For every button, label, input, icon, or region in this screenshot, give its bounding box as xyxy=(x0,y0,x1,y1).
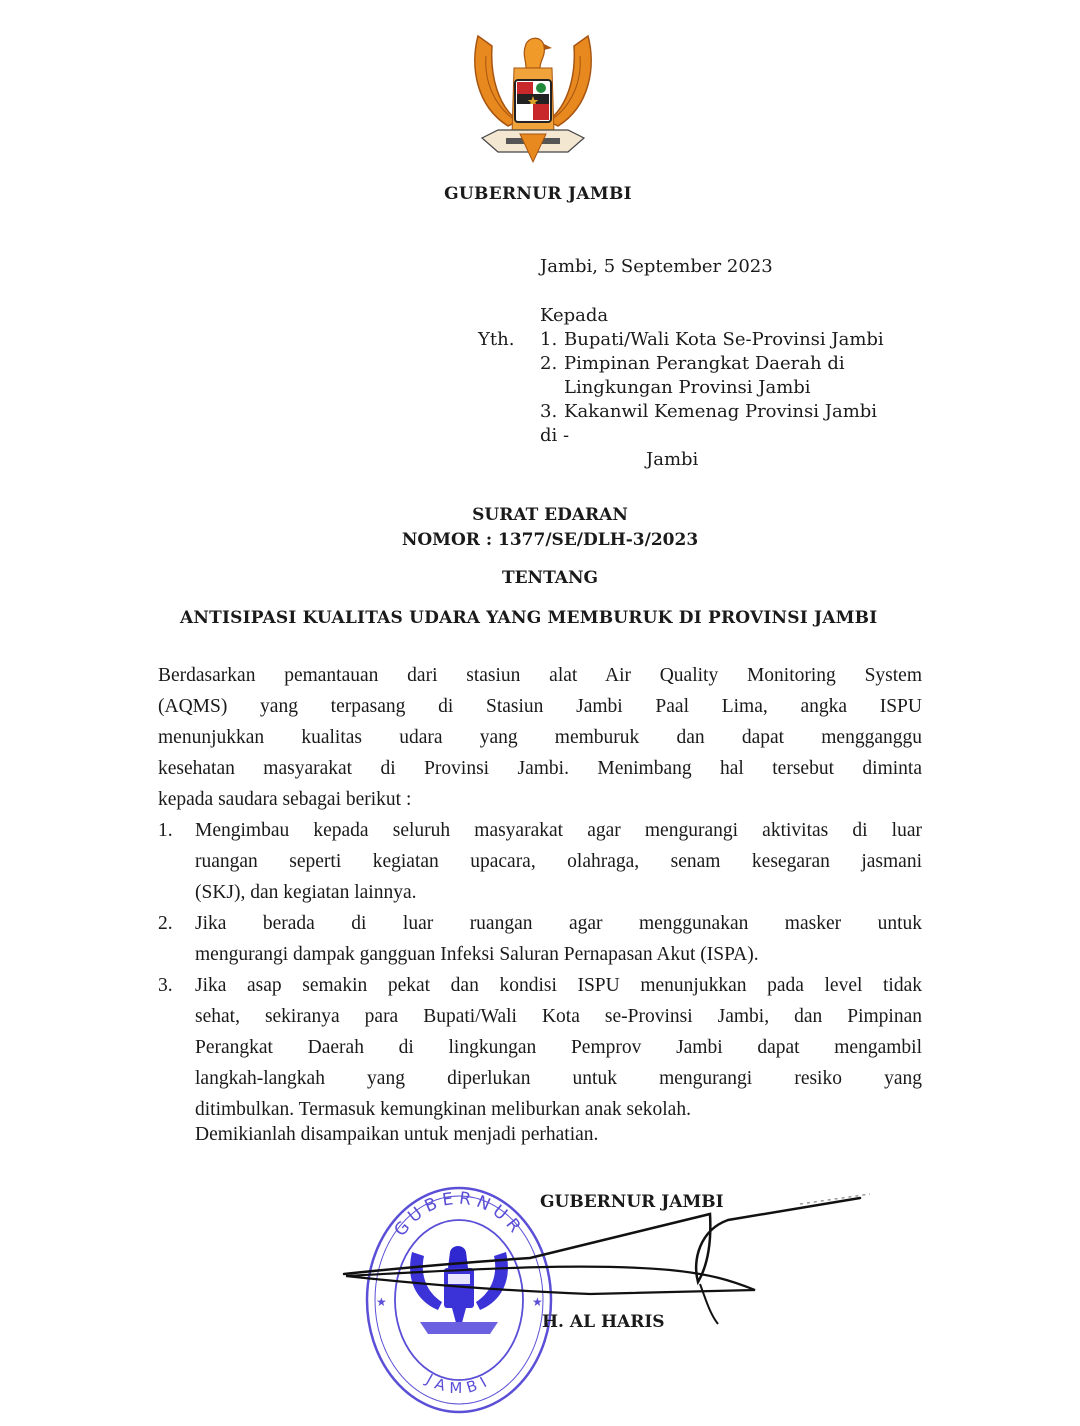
closing-sentence: Demikianlah disampaikan untuk menjadi perhatian. xyxy=(195,1124,599,1145)
doc-type: SURAT EDARAN xyxy=(472,505,628,525)
destination-city: Jambi xyxy=(646,449,699,470)
recipient-item: Bupati/Wali Kota Se-Provinsi Jambi xyxy=(564,329,884,350)
request-list xyxy=(158,815,922,1125)
doc-number: NOMOR : 1377/SE/DLH-3/2023 xyxy=(401,530,699,550)
place-date: Jambi, 5 September 2023 xyxy=(540,256,773,277)
signatory-title: GUBERNUR JAMBI xyxy=(540,1192,724,1212)
intro-paragraph: Berdasarkan pemantauan dari stasiun alat Air Quality Monitoring System (AQMS) yang terpasang di Stasiun Jambi Paal Lima, angka ISPU menunjukkan kualitas udara yang memburuk dan dapat mengganggu kesehatan masyarakat di Provinsi Jambi. Menimbang hal tersebut diminta kepada saudara sebagai berikut : xyxy=(158,665,922,810)
svg-text:GUBERNUR: GUBERNUR xyxy=(390,1188,528,1241)
svg-text:JAMBI: JAMBI xyxy=(423,1370,495,1398)
about-label: TENTANG xyxy=(501,568,599,588)
di-label: di - xyxy=(540,425,570,446)
recipient-item-cont: Lingkungan Provinsi Jambi xyxy=(564,377,811,398)
issuer-heading: GUBERNUR JAMBI xyxy=(444,184,632,204)
garuda-emblem-icon xyxy=(468,26,598,168)
yth-label: Yth. xyxy=(478,329,515,350)
to-label: Kepada xyxy=(540,305,609,326)
recipient-block: Kepada Yth. 1. Bupati/Wali Kota Se-Provinsi Jambi 2. Pimpinan Perangkat Daerah di Lingkungan Provinsi Jambi 3. Kakanwil Kemenag Provinsi Jambi di - Jambi xyxy=(478,305,884,470)
list-item: 3. Jika asap semakin pekat dan kondisi ISPU menunjukkan pada level tidak sehat, sekiranya para Bupati/Wali Kota se-Provinsi Jambi, dan Pimpinan Perangkat Daerah di lingkungan Pemprov Jambi dapat mengambil langkah-langkah yang diperlukan untuk mengurangi resiko yang ditimbulkan. Termasuk kemungkinan meliburkan anak sekolah. xyxy=(158,975,922,1120)
list-item: 1. Mengimbau kepada seluruh masyarakat agar mengurangi aktivitas di luar ruangan seperti kegiatan upacara, olahraga, senam kesegaran jasmani (SKJ), dan kegiatan lainnya. xyxy=(158,820,922,903)
list-item: 2. Jika berada di luar ruangan agar menggunakan masker untuk mengurangi dampak gangguan Infeksi Saluran Pernapasan Akut (ISPA). xyxy=(158,913,922,965)
svg-text:★: ★ xyxy=(532,1295,543,1309)
subject-heading: ANTISIPASI KUALITAS UDARA YANG MEMBURUK DI PROVINSI JAMBI xyxy=(180,608,878,628)
recipient-item: Kakanwil Kemenag Provinsi Jambi xyxy=(564,401,878,422)
recipient-item: Pimpinan Perangkat Daerah di xyxy=(564,353,845,374)
signatory-name: H. AL HARIS xyxy=(542,1312,665,1332)
svg-text:★: ★ xyxy=(376,1295,387,1309)
